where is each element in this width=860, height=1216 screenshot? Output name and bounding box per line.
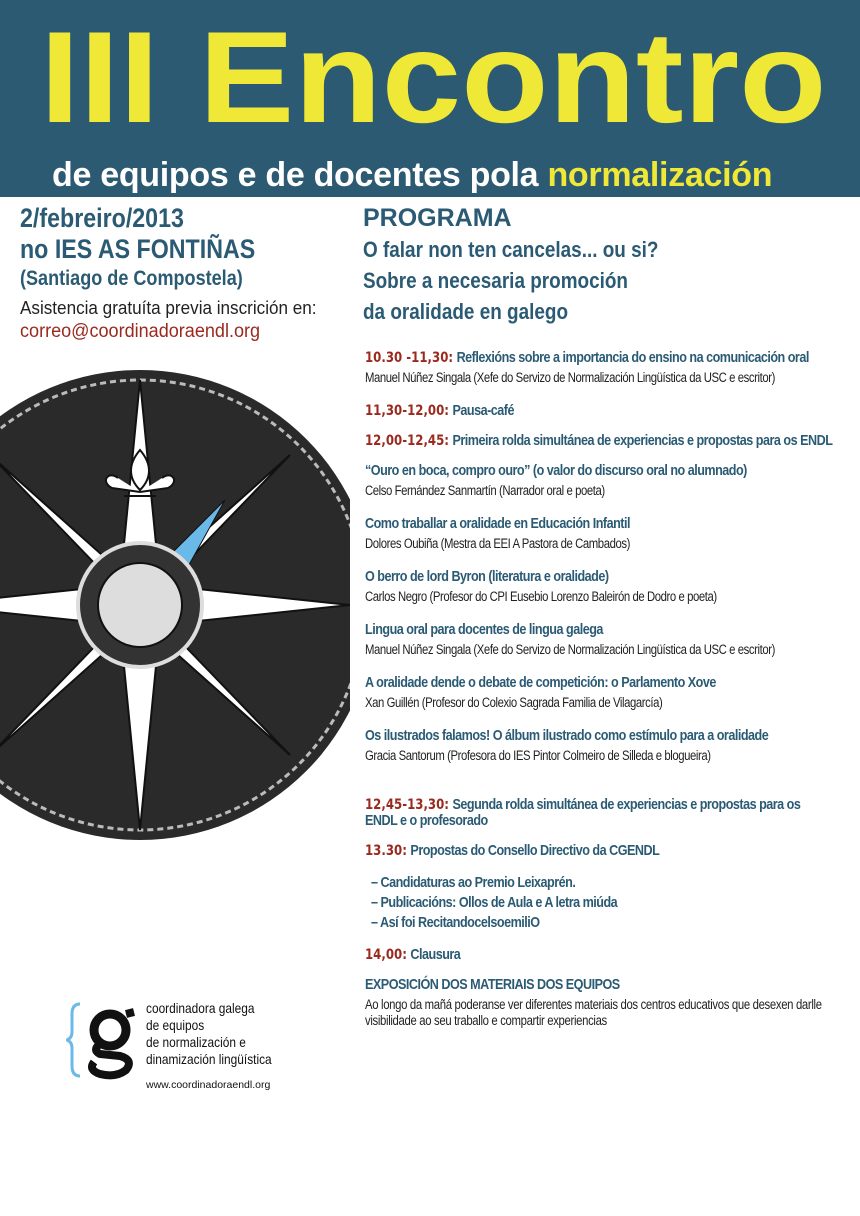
program-item: 10.30 -11,30: Reflexións sobre a importancia do ensino na comunicación oral Manuel Núñez Singala (Xefe do Servizo de Normalización Lingüística da USC e escritor) xyxy=(365,349,809,385)
event-date: 2/febreiro/2013 xyxy=(20,203,184,233)
program-subheading: Sobre a necesaria promoción xyxy=(363,268,628,293)
brace-g-logo-icon xyxy=(66,1000,142,1080)
subtitle-text: de equipos e de docentes pola xyxy=(52,156,539,194)
program-item: Como traballar a oralidade en Educación Infantil Dolores Oubiña (Mestra da EEI A Pastora de Cambados) xyxy=(365,515,630,551)
exhibition-text: Ao longo da mañá poderanse ver diferentes materiais dos centros educativos que desexen darlle visibilidade ao seu traballo e compartir experiencias xyxy=(365,997,822,1028)
logo-text: coordinadora galega de equipos de normalización e dinamización lingüística xyxy=(146,1000,272,1067)
registration-email-link[interactable]: correo@coordinadoraendl.org xyxy=(20,321,261,342)
event-subtitle xyxy=(52,156,772,194)
event-title: III Encontro xyxy=(40,4,827,150)
exhibition-heading: EXPOSICIÓN DOS MATERIAIS DOS EQUIPOS xyxy=(365,976,620,993)
logo-url[interactable]: www.coordinadoraendl.org xyxy=(146,1079,271,1091)
program-item: 12,45-13,30: Segunda rolda simultánea de experiencias e propostas para os ENDL e o profesorado xyxy=(365,796,801,829)
program-item: A oralidade dende o debate de competición: o Parlamento Xove Xan Guillén (Profesor do Colexio Sagrada Familia de Vilagarcía) xyxy=(365,674,716,710)
registration-note: Asistencia gratuíta previa inscrición en: xyxy=(20,298,317,318)
program-item: “Ouro en boca, compro ouro” (o valor do discurso oral no alumnado) Celso Fernández Sanmartín (Narrador oral e poeta) xyxy=(365,462,747,498)
header-banner xyxy=(0,0,860,197)
program-item: 14,00: Clausura xyxy=(365,946,461,963)
event-venue: no IES AS FONTIÑAS xyxy=(20,234,256,264)
program-item: 13.30: Propostas do Consello Directivo da CGENDL xyxy=(365,842,660,859)
program-subheading: O falar non ten cancelas... ou si? xyxy=(363,237,659,262)
program-item: 11,30-12,00: Pausa-café xyxy=(365,402,514,419)
program-item: 12,00-12,45: Primeira rolda simultánea de experiencias e propostas para os ENDL xyxy=(365,432,833,449)
program-heading: PROGRAMA xyxy=(363,204,512,232)
program-item: Os ilustrados falamos! O álbum ilustrado como estímulo para a oralidade Gracia Santorum (Profesora do IES Pintor Colmeiro de Silleda e blogueira) xyxy=(365,727,769,763)
program-item: Lingua oral para docentes de lingua galega Manuel Núñez Singala (Xefe do Servizo de Normalización Lingüística da USC e escritor) xyxy=(365,621,775,657)
program-subheading: da oralidade en galego xyxy=(363,299,569,324)
cgendl-logo xyxy=(66,1000,272,1091)
exhibition-section xyxy=(365,977,840,1029)
program-bullets: – Candidaturas ao Premio Leixaprén. – Publicacións: Ollos de Aula e A letra miúda – Así foi RecitandocelsoemiliO xyxy=(371,874,618,931)
subtitle-highlight: normalización xyxy=(547,156,773,194)
program-list xyxy=(365,350,840,1043)
program-item: O berro de lord Byron (literatura e oralidade) Carlos Negro (Profesor do CPI Eusebio Lorenzo Baleirón de Dodro e poeta) xyxy=(365,568,717,604)
compass-rose-image xyxy=(0,360,350,850)
event-city: (Santiago de Compostela) xyxy=(20,267,243,290)
